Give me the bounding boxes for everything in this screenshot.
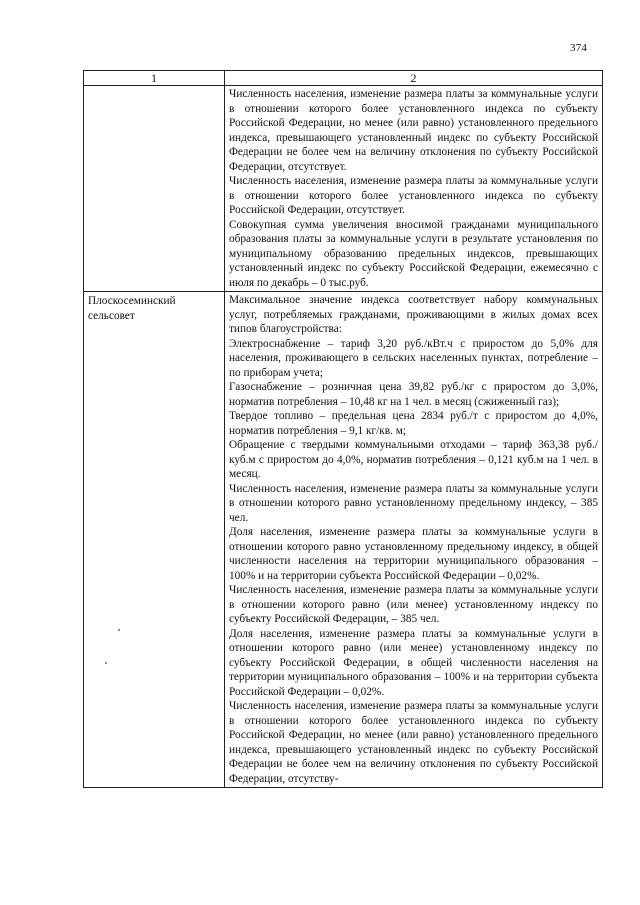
description-paragraph: Численность населения, изменение размера платы за коммунальные услуги в отношении которого более установленного индекса по субъекту Российской Федерации, но менее (или равно) установленного предельного индекса, превышающего установленный индекс по субъекту Российской Федерации не более чем на величину отклонения по субъекту Российской Федерации, отсутствует. (229, 88, 598, 173)
description-cell (225, 292, 603, 788)
page-number: 374 (570, 42, 588, 54)
table-row (84, 86, 603, 292)
description-paragraph: Максимальное значение индекса соответствует набору коммунальных услуг, потребляемых гражданами, проживающими в жилых домах всех типов благоустройства: (229, 294, 598, 335)
description-paragraph: Твердое топливо – предельная цена 2834 руб./т с приростом до 4,0%, норматив потребления – 9,1 кг/кв. м; (229, 410, 598, 437)
description-paragraph: Численность населения, изменение размера платы за коммунальные услуги в отношении которого более установленного индекса по субъекту Российской Федерации, но менее (или равно) установленного предельного индекса, превышающего установленный индекс по субъекту Российской Федерации не более чем на величину отклонения по субъекту Российской Федерации, отсутству- (229, 700, 598, 785)
municipality-name-cell (84, 86, 225, 292)
document-table (83, 70, 603, 788)
description-paragraph: Численность населения, изменение размера платы за коммунальные услуги в отношении которого равно установленному предельному индексу, – 385 чел. (229, 482, 598, 524)
scan-speck (105, 662, 107, 664)
description-cell (225, 86, 603, 292)
column-header-2: 2 (225, 71, 603, 86)
column-header-1: 1 (84, 71, 225, 86)
table-header-row (84, 71, 603, 86)
scan-speck (118, 629, 120, 631)
table-row (84, 292, 603, 788)
description-paragraph: Обращение с твердыми коммунальными отходами – тариф 363,38 руб./куб.м с приростом до 4,0%, норматив потребления – 0,121 куб.м на 1 чел. в месяц. (229, 439, 598, 480)
description-paragraph: Численность населения, изменение размера платы за коммунальные услуги в отношении которого равно (или менее) установленному индексу по субъекту Российской Федерации, – 385 чел. (229, 584, 598, 625)
description-paragraph: Совокупная сумма увеличения вносимой гражданами муниципального образования платы за коммунальные услуги в результате установления по муниципальному образованию предельных индексов, превышающих установленный индекс по субъекту Российской Федерации, ежемесячно с июля по декабрь – 0 тыс.руб. (229, 218, 598, 289)
description-paragraph: Газоснабжение – розничная цена 39,82 руб./кг с приростом до 3,0%, норматив потребления – 10,48 кг на 1 чел. в месяц (сжиженный газ); (229, 381, 598, 408)
description-paragraph: Численность населения, изменение размера платы за коммунальные услуги в отношении которого более установленного индекса по субъекту Российской Федерации, отсутствует. (229, 175, 598, 216)
description-paragraph: Электроснабжение – тариф 3,20 руб./кВт.ч с приростом до 5,0% для населения, проживающего в сельских населенных пунктах, потребление – по приборам учета; (229, 337, 598, 379)
table-body (84, 86, 603, 788)
description-paragraph: Доля населения, изменение размера платы за коммунальные услуги в отношении которого равно установленному предельному индексу, в общей численности населения на территории муниципального образования – 100% и на территории субъекта Российской Федерации – 0,02%. (229, 526, 598, 582)
municipality-name-cell: Плоскосеминский сельсовет (84, 292, 225, 788)
description-paragraph: Доля населения, изменение размера платы за коммунальные услуги в отношении которого равно (или менее) установленному индексу по субъекту Российской Федерации, в общей численности населения на территории муниципального образования – 100% и на территории субъекта Российской Федерации – 0,02%. (229, 627, 598, 698)
